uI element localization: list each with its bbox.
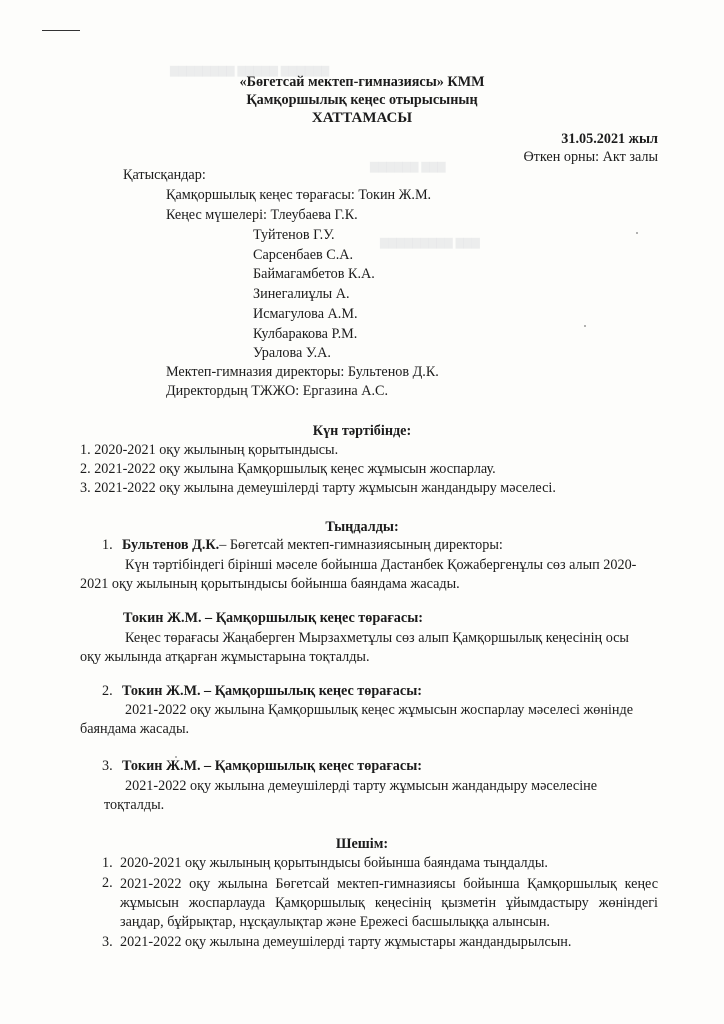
council-member: Уралова У.А. xyxy=(253,345,331,361)
speaker-name: Токин Ж.М. – Қамқоршылық кеңес төрағасы: xyxy=(122,758,422,774)
decision-line: 2021-2022 оқу жылына Бөгетсай мектеп-гимназиясы бойынша Қамқоршылық кеңес xyxy=(120,876,658,892)
speech-line: баяндама жасады. xyxy=(80,721,190,737)
speech-paragraph xyxy=(80,777,658,815)
speaker-number: 1. xyxy=(102,537,113,553)
council-member: Сарсенбаев С.А. xyxy=(253,247,354,263)
speech-line: 2021 оқу жылының қорытындысы бойынша баяндама жасады. xyxy=(80,576,460,592)
speaker-number: 2. xyxy=(102,683,113,699)
decision-number: 3. xyxy=(102,934,113,950)
decision-line: заңдар, бұйрықтар, нұсқаулықтар және Ережесі басшылыққа алынсын. xyxy=(120,914,550,930)
speech-line: оқу жылында атқарған жұмыстарына тоқталды. xyxy=(80,649,370,665)
speaker-line xyxy=(122,537,503,554)
speaker-number: 3. xyxy=(102,758,113,774)
org-name: «Бөгетсай мектеп-гимназиясы» КММ xyxy=(239,74,485,90)
decision-item xyxy=(120,875,658,932)
agenda-item: 2. 2021-2022 оқу жылына Қамқоршылық кеңес жұмысын жоспарлау. xyxy=(80,461,496,477)
speech-paragraph xyxy=(80,701,658,739)
participants-heading: Қатысқандар: xyxy=(123,167,206,183)
council-member: Кулбаракова Р.М. xyxy=(253,326,358,342)
council-member: Зинегалиұлы А. xyxy=(253,286,350,302)
speech-line: Кеңес төрағасы Жаңаберген Мырзахметұлы сөз алып Қамқоршылық кеңесінің осы xyxy=(125,630,629,646)
agenda-heading: Күн тәртібінде: xyxy=(312,423,412,439)
council-member: Исмагулова А.М. xyxy=(253,306,358,322)
scan-speck xyxy=(584,325,586,327)
decision-number: 2. xyxy=(102,875,113,891)
decision-number: 1. xyxy=(102,855,113,871)
document-title: ХАТТАМАСЫ xyxy=(311,110,413,126)
decision-heading: Шешім: xyxy=(335,836,389,852)
council-chair: Қамқоршылық кеңес төрағасы: Токин Ж.М. xyxy=(166,187,432,203)
corner-mark xyxy=(42,30,80,31)
council-member: Туйтенов Г.У. xyxy=(253,227,335,243)
scan-speck xyxy=(636,232,638,234)
speech-line: 2021-2022 оқу жылына демеушілерді тарту жұмысын жандандыру мәселесіне xyxy=(125,778,598,794)
deputy-director: Директордың ТЖЖО: Ергазина А.С. xyxy=(166,383,389,399)
speaker-name: Бультенов Д.К. xyxy=(122,537,220,553)
agenda-item: 1. 2020-2021 оқу жылының қорытындысы. xyxy=(80,442,339,458)
speech-paragraph xyxy=(80,629,658,667)
meeting-date: 31.05.2021 жыл xyxy=(561,131,658,147)
agenda-item: 3. 2021-2022 оқу жылына демеушілерді тарту жұмысын жандандыру мәселесі. xyxy=(80,480,556,496)
decision-item: 2021-2022 оқу жылына демеушілерді тарту жұмыстары жандандырылсын. xyxy=(120,934,572,950)
speaker-name: Токин Ж.М. – Қамқоршылық кеңес төрағасы: xyxy=(123,610,423,626)
speaker-role: – Бөгетсай мектеп-гимназиясының директоры: xyxy=(219,537,503,553)
heard-heading: Тыңдалды: xyxy=(325,519,399,535)
decision-line: жұмысын жоспарлауда Қамқоршылық кеңесінің қызметін ұйымдастыру жөніндегі xyxy=(120,895,658,911)
speaker-name: Токин Ж.М. – Қамқоршылық кеңес төрағасы: xyxy=(122,683,422,699)
council-member: Баймагамбетов К.А. xyxy=(253,266,375,282)
council-members-label: Кеңес мүшелері: Тлеубаева Г.К. xyxy=(166,207,358,223)
speech-paragraph xyxy=(80,556,658,594)
speech-line: тоқталды. xyxy=(104,797,165,813)
bleed-through-text: ▇▇▇▇▇▇▇▇ ▇▇▇▇▇ ▇▇▇▇▇▇ xyxy=(170,65,330,77)
bleed-through-text: ▇▇▇▇▇▇▇▇▇ ▇▇▇ xyxy=(380,237,480,249)
speech-line: Күн тәртібіндегі бірінші мәселе бойынша Дастанбек Қожабергенұлы сөз алып 2020- xyxy=(125,557,637,573)
bleed-through-text: ▇▇▇▇▇▇ ▇▇▇ xyxy=(370,161,446,173)
speech-line: 2021-2022 оқу жылына Қамқоршылық кеңес жұмысын жоспарлау мәселесі жөнінде xyxy=(125,702,634,718)
meeting-place: Өткен орны: Акт залы xyxy=(523,149,658,165)
school-director: Мектеп-гимназия директоры: Бультенов Д.К. xyxy=(166,364,439,380)
meeting-title: Қамқоршылық кеңес отырысының xyxy=(246,92,478,108)
decision-item: 2020-2021 оқу жылының қорытындысы бойынша баяндама тыңдалды. xyxy=(120,855,548,871)
